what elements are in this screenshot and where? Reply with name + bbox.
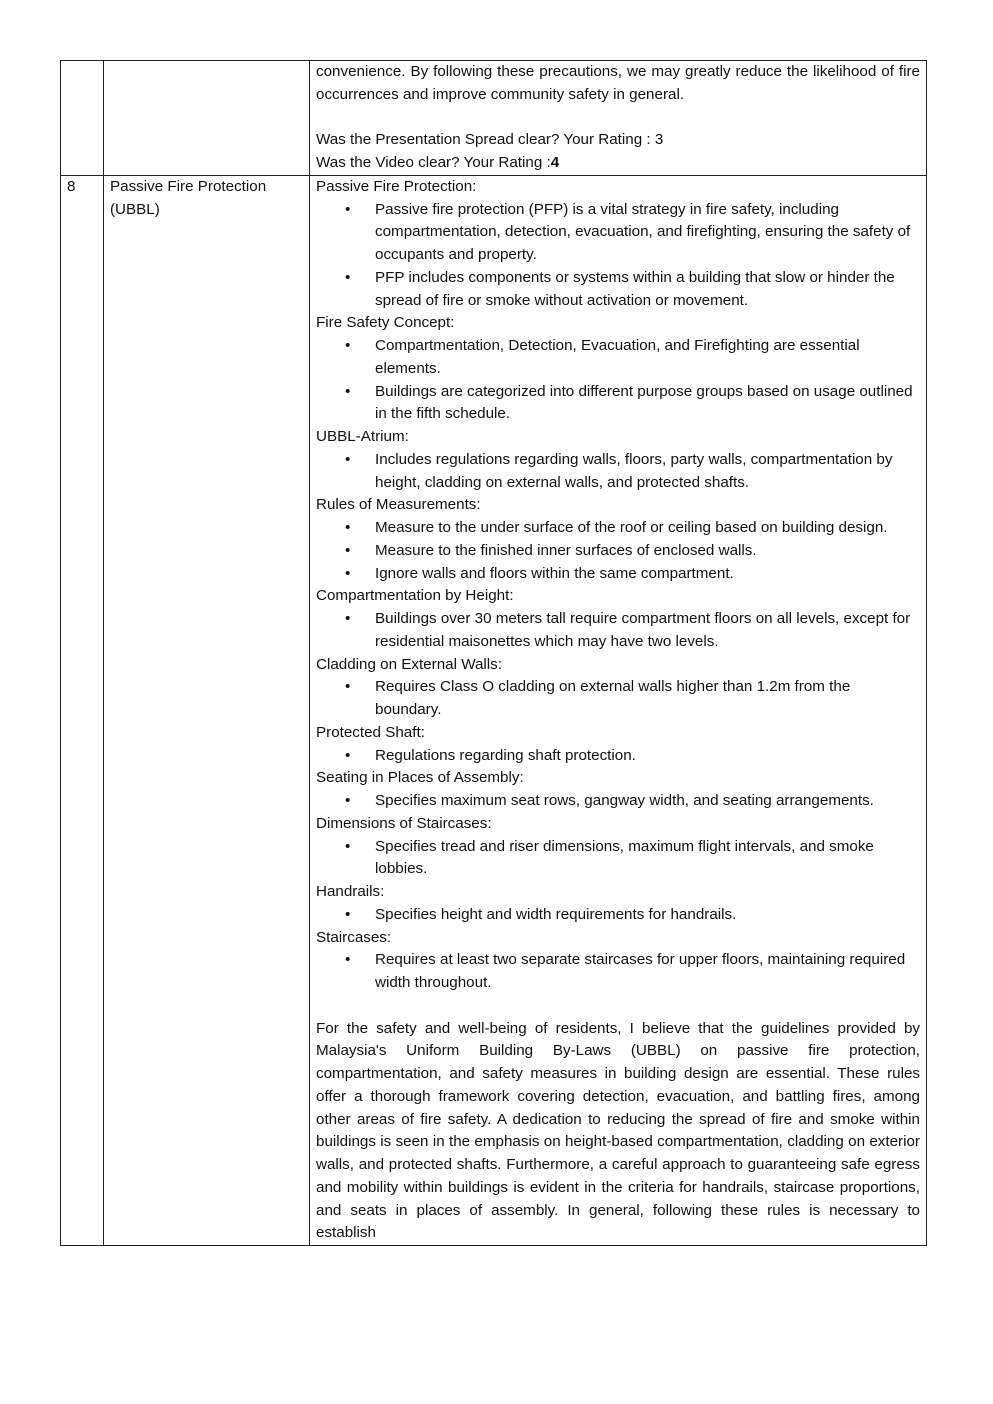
topic-cell: Passive Fire Protection (UBBL): [104, 175, 310, 1245]
section-heading: UBBL-Atrium:: [316, 428, 409, 445]
section-heading: Protected Shaft:: [316, 723, 425, 741]
bullet-list: [316, 904, 920, 927]
bullet-list: [316, 745, 920, 768]
table-row: [61, 61, 927, 176]
row-number-cell: [61, 61, 104, 176]
bullet-list: [316, 517, 920, 585]
bullet-item: • Regulations regarding shaft protection.: [375, 745, 920, 768]
bullet-item: • Ignore walls and floors within the same compartment.: [375, 563, 920, 586]
bullet-item: • Passive fire protection (PFP) is a vital strategy in fire safety, including compartmentation, detection, evacuation, and firefighting, ensuring the safety of occupants and property.: [375, 199, 920, 267]
bullet-item: • PFP includes components or systems within a building that slow or hinder the spread of fire or smoke without activation or movement.: [375, 267, 920, 313]
table-row: [61, 175, 927, 1245]
bullet-item: • Specifies maximum seat rows, gangway width, and seating arrangements.: [375, 790, 920, 813]
bullet-item: • Includes regulations regarding walls, floors, party walls, compartmentation by height, cladding on external walls, and protected shafts.: [375, 449, 920, 495]
summary-sections: [316, 176, 920, 995]
bullet-item: • Specifies height and width requirements for handrails.: [375, 904, 920, 927]
video-rating-label: Was the Video clear? Your Rating :: [316, 154, 551, 171]
video-rating: [316, 152, 920, 175]
section-heading: Cladding on External Walls:: [316, 655, 502, 673]
bullet-list: [316, 949, 920, 995]
topic-cell: [104, 61, 310, 176]
section-heading: Fire Safety Concept:: [316, 314, 455, 332]
row-number-cell: 8: [61, 175, 104, 1245]
video-rating-value: 4: [550, 154, 560, 171]
section-heading: Handrails:: [316, 883, 385, 900]
reflection-paragraph: For the safety and well-being of residents, I believe that the guidelines provided by Malaysia's Uniform Building By-Laws (UBBL) on passive fire protection, compartmentation, and safety measures in building design are essential. These rules offer a thorough framework covering detection, evacuation, and battling fires, among other areas of fire safety. A dedication to reducing the spread of fire and smoke within buildings is seen in the emphasis on height-based compartmentation, cladding on exterior walls, and protected shafts. Furthermore, a careful approach to guaranteeing safe egress and mobility within buildings is evident in the criteria for handrails, staircase proportions, and seats in places of assembly. In general, following these rules is necessary to establish: [316, 1019, 920, 1242]
bullet-item: • Requires Class O cladding on external walls higher than 1.2m from the boundary.: [375, 676, 920, 722]
paragraph: convenience. By following these precautions, we may greatly reduce the likelihood of fire occurrences and improve community safety in general.: [316, 63, 920, 103]
section-heading: Seating in Places of Assembly:: [316, 769, 524, 787]
bullet-item: • Specifies tread and riser dimensions, maximum flight intervals, and smoke lobbies.: [375, 836, 920, 882]
presentation-rating: Was the Presentation Spread clear? Your Rating : 3: [316, 131, 664, 149]
bullet-item: • Buildings are categorized into different purpose groups based on usage outlined in the fifth schedule.: [375, 381, 920, 427]
bullet-list: [316, 836, 920, 882]
bullet-item: • Compartmentation, Detection, Evacuation, and Firefighting are essential elements.: [375, 335, 920, 381]
section-heading: Dimensions of Staircases:: [316, 814, 492, 832]
section-heading: Rules of Measurements:: [316, 496, 481, 514]
bullet-list: [316, 199, 920, 313]
content-cell: [310, 61, 927, 176]
bullet-item: • Measure to the under surface of the roof or ceiling based on building design.: [375, 517, 920, 540]
content-cell: [310, 175, 927, 1245]
bullet-list: [316, 608, 920, 654]
bullet-item: • Buildings over 30 meters tall require compartment floors on all levels, except for residential maisonettes which may have two levels.: [375, 608, 920, 654]
bullet-list: [316, 676, 920, 722]
section-heading: Staircases:: [316, 928, 392, 946]
section-heading: Compartmentation by Height:: [316, 587, 514, 605]
review-table: [60, 60, 927, 1246]
bullet-list: [316, 790, 920, 813]
section-heading: Passive Fire Protection:: [316, 177, 477, 195]
bullet-item: • Requires at least two separate staircases for upper floors, maintaining required width throughout.: [375, 949, 920, 995]
bullet-list: [316, 449, 920, 495]
bullet-item: • Measure to the finished inner surfaces of enclosed walls.: [375, 540, 920, 563]
bullet-list: [316, 335, 920, 426]
